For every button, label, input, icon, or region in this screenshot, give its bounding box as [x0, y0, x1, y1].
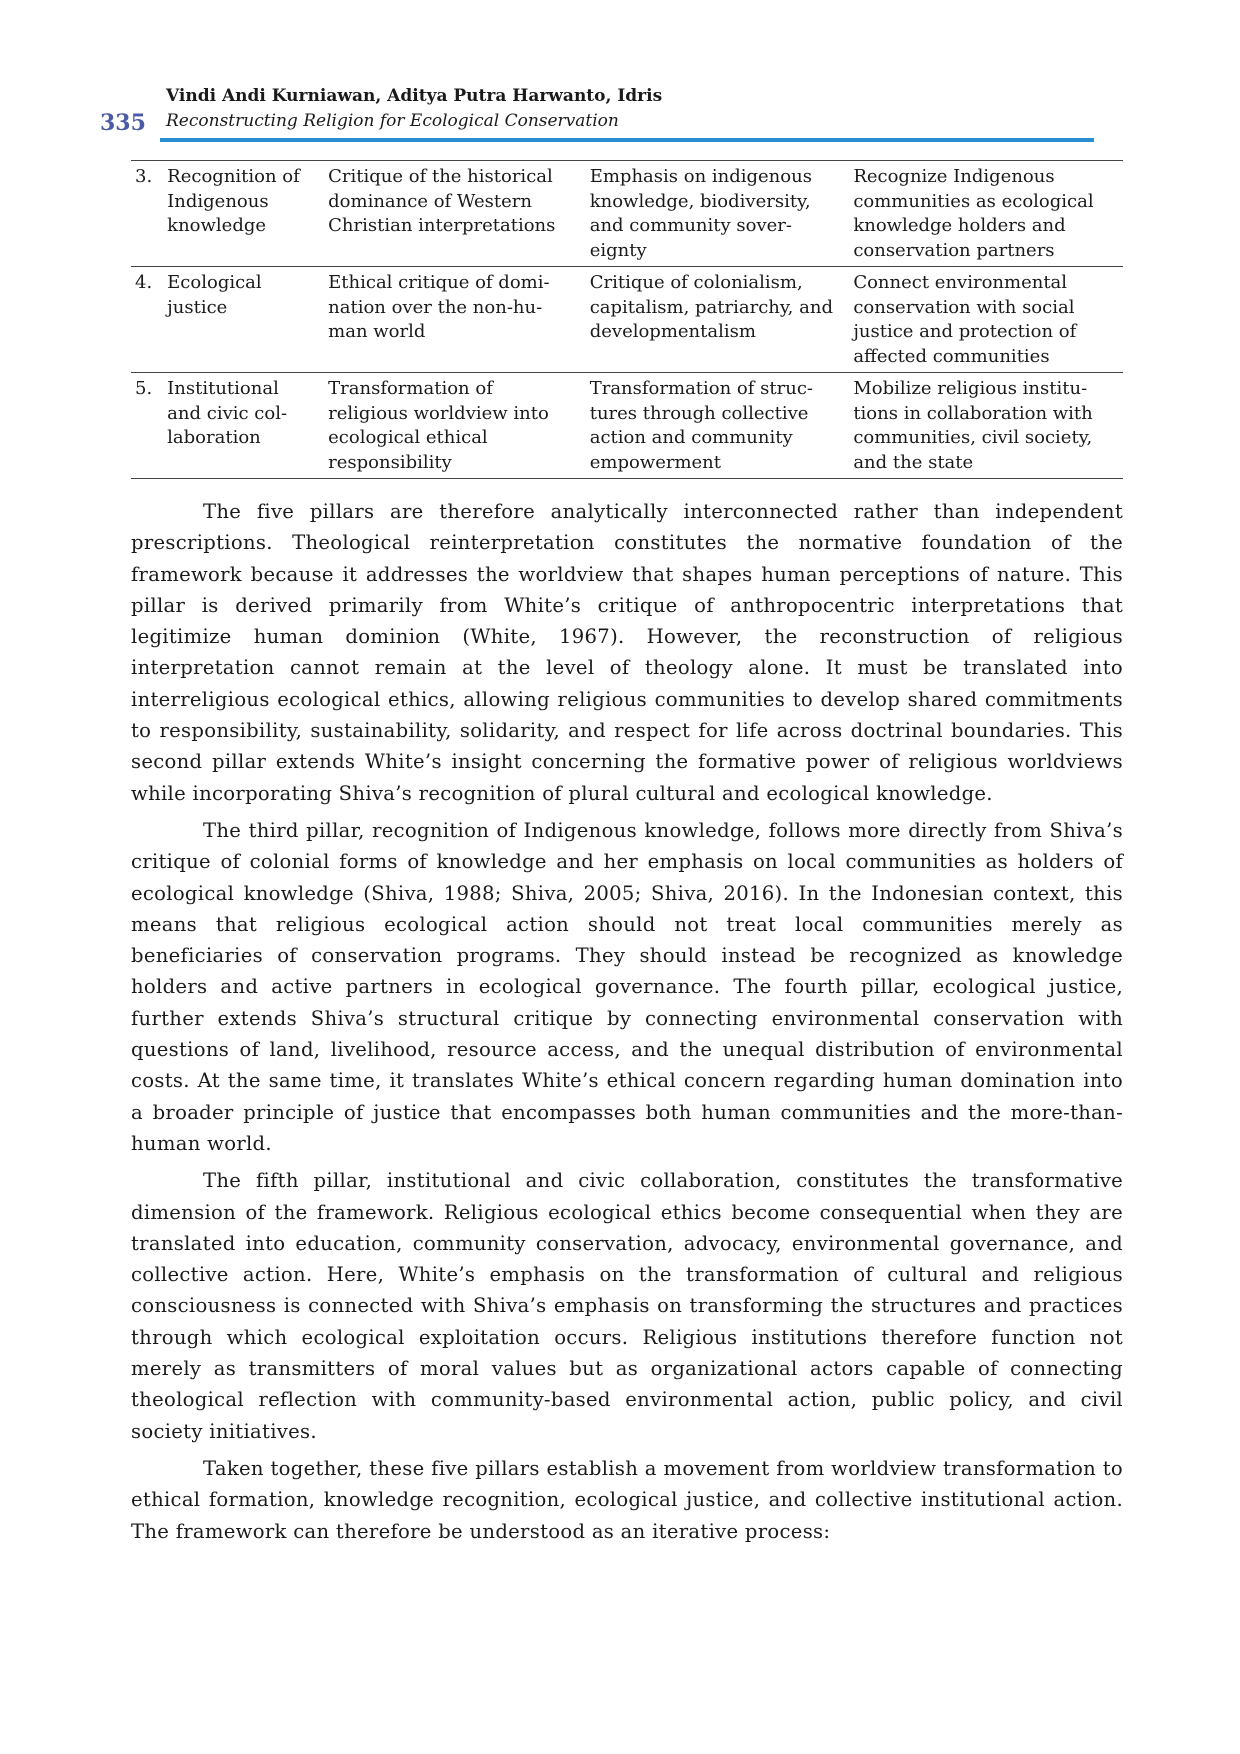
- implication-cell: Connect environmental conservation with social justice and protection of affected communities: [853, 272, 1077, 367]
- table-row: [131, 373, 1123, 479]
- row-number: 5.: [135, 378, 153, 399]
- shiva-cell: Transformation of struc-tures through collective action and community empowerment: [589, 378, 813, 473]
- row-number: 3.: [135, 166, 153, 187]
- paragraph: Taken together, these five pillars establish a movement from worldview transformation to ethical formation, knowledge recognition, ecological justice, and collective institutional action. The framework can therefore be understood as an iterative process:: [131, 1456, 1123, 1543]
- paragraph: The five pillars are therefore analytically interconnected rather than independent prescriptions. Theological reinterpretation constitutes the normative foundation of the framework because it addresses the worldview that shapes human perceptions of nature. This pillar is derived primarily from White’s critique of anthropocentric interpretations that legitimize human dominion (White, 1967). However, the reconstruction of religious interpretation cannot remain at the level of theology alone. It must be translated into interreligious ecological ethics, allowing religious communities to develop shared commitments to responsibility, sustainability, solidarity, and respect for life across doctrinal boundaries. This second pillar extends White’s insight concerning the formative power of religious worldviews while incorporating Shiva’s recognition of plural cultural and ecological knowledge.: [131, 500, 1123, 805]
- shiva-cell: Critique of colonialism, capitalism, patriarchy, and developmentalism: [589, 272, 833, 342]
- white-cell: Critique of the historical dominance of Western Christian interpretations: [328, 166, 556, 236]
- implication-cell: Recognize Indigenous communities as ecological knowledge holders and conservation partners: [853, 166, 1094, 261]
- pillar-cell: Ecological justice: [167, 272, 262, 318]
- pillar-cell: Institutional and civic col-laboration: [167, 378, 288, 448]
- row-number: 4.: [135, 272, 153, 293]
- paragraph: The third pillar, recognition of Indigenous knowledge, follows more directly from Shiva’s critique of colonial forms of knowledge and her emphasis on local communities as holders of ecological knowledge (Shiva, 1988; Shiva, 2005; Shiva, 2016). In the Indonesian context, this means that religious ecological action should not treat local communities merely as beneficiaries of conservation programs. They should instead be recognized as knowledge holders and active partners in ecological governance. The fourth pillar, ecological justice, further extends Shiva’s structural critique by connecting environmental conservation with questions of land, livelihood, resource access, and the unequal distribution of environmental costs. At the same time, it translates White’s ethical concern regarding human domination into a broader principle of justice that encompasses both human communities and the more-than-human world.: [131, 818, 1123, 1155]
- running-header-authors: Vindi Andi Kurniawan, Aditya Putra Harwanto, Idris: [166, 86, 663, 106]
- white-cell: Ethical critique of domi-nation over the non-hu-man world: [328, 272, 550, 342]
- implication-cell: Mobilize religious institu-tions in collaboration with communities, civil society, and the state: [853, 378, 1093, 473]
- pillars-table: [131, 160, 1123, 479]
- header-rule: [160, 138, 1094, 142]
- table-row: [131, 161, 1123, 267]
- body-text: [131, 496, 1123, 1553]
- pillar-cell: Recognition of Indigenous knowledge: [167, 166, 300, 236]
- white-cell: Transformation of religious worldview into ecological ethical responsibility: [328, 378, 549, 473]
- page-number: 335: [100, 110, 146, 136]
- running-header-title: Reconstructing Religion for Ecological Conservation: [166, 111, 619, 131]
- paragraph: The fifth pillar, institutional and civic collaboration, constitutes the transformative dimension of the framework. Religious ecological ethics become consequential when they are translated into education, community conservation, advocacy, environmental governance, and collective action. Here, White’s emphasis on the transformation of cultural and religious consciousness is connected with Shiva’s emphasis on transforming the structures and practices through which ecological exploitation occurs. Religious institutions therefore function not merely as transmitters of moral values but as organizational actors capable of connecting theological reflection with community-based environmental action, public policy, and civil society initiatives.: [131, 1169, 1123, 1443]
- shiva-cell: Emphasis on indigenous knowledge, biodiversity, and community sover-eignty: [589, 166, 812, 261]
- table-row: [131, 267, 1123, 373]
